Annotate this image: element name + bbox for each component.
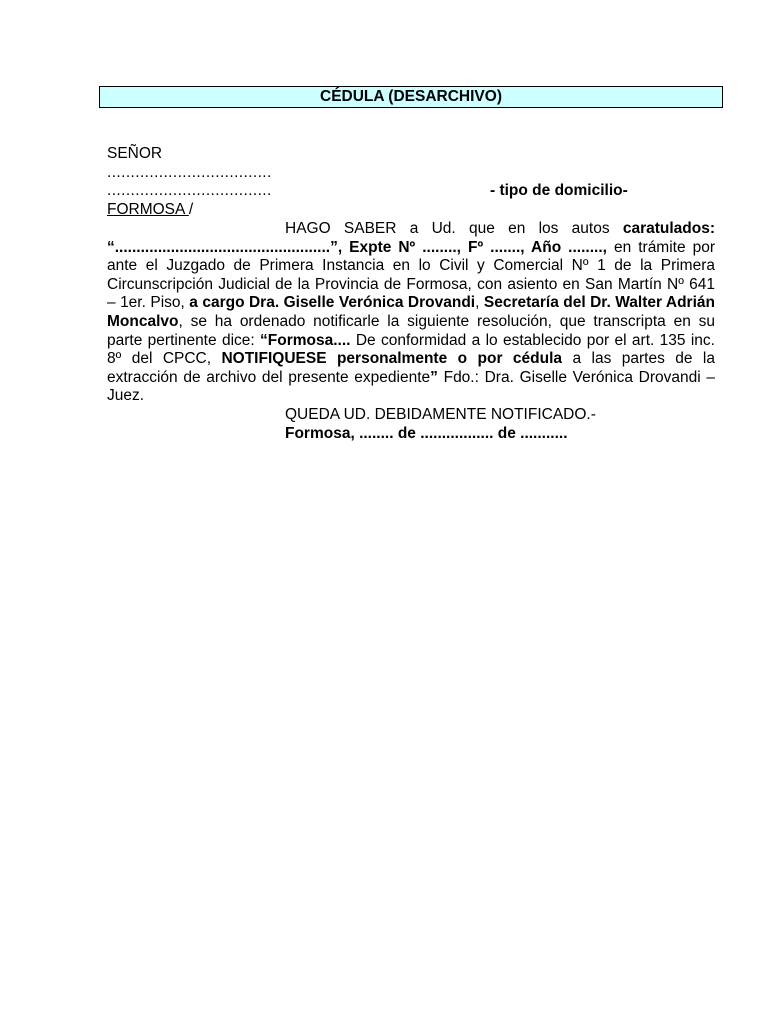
addressee-name-blank: ................................... xyxy=(107,163,272,181)
salutation: SEÑOR xyxy=(107,145,163,162)
body-segment: a las partes de la extracción de archivo del presente expediente xyxy=(107,350,715,386)
judge-name: a cargo Dra. Giselle Verónica Drovandi xyxy=(189,294,476,312)
addressee-block xyxy=(107,145,719,219)
notified-statement: QUEDA UD. DEBIDAMENTE NOTIFICADO.- xyxy=(285,406,596,423)
notification-body xyxy=(107,220,715,406)
addressee-address-blank: ................................... xyxy=(107,182,272,200)
secretary-name: Secretaría del Dr. Walter Adrián Moncalvo xyxy=(107,294,715,330)
domicilio-type-label: - tipo de domicilio- xyxy=(490,182,628,200)
resolution-opening: “Formosa.... xyxy=(260,331,351,349)
signature-text: Fdo.: Dra. Giselle Verónica Drovandi – Juez. xyxy=(107,368,715,405)
addressee-city-suffix: / xyxy=(188,200,194,218)
body-segment: , xyxy=(475,294,484,312)
body-segment: , se ha ordenado notificarle la siguiente resolución, que transcripta en su parte pertinente dice: xyxy=(107,312,715,349)
body-segment: HAGO SABER a Ud. que en los autos xyxy=(285,220,623,237)
addressee-city-line xyxy=(107,201,719,220)
addressee-address-line xyxy=(107,182,719,201)
date-line-text: Formosa, ........ de ................. de ........... xyxy=(285,424,568,442)
closing-quote: ” xyxy=(430,368,438,386)
body-segment: en trámite por ante el Juzgado de Primera Instancia en lo Civil y Comercial Nº 1 de la Primera Circunscripción Judicial de la Provincia de Formosa, con asiento en San Martín Nº 641 – 1er. Piso, xyxy=(107,238,716,312)
case-caption: caratulados: “..................................................”, Expte Nº ........, Fº ......., Año ........, xyxy=(107,220,715,256)
date-line xyxy=(285,425,725,444)
notification-order: NOTIFIQUESE personalmente o por cédula xyxy=(221,350,563,368)
closing-block xyxy=(285,406,725,443)
body-segment: De conformidad a lo establecido por el art. 135 inc. 8º del CPCC, xyxy=(107,331,715,368)
addressee-city: FORMOSA xyxy=(107,200,189,218)
document-title: CÉDULA (DESARCHIVO) xyxy=(99,86,723,108)
